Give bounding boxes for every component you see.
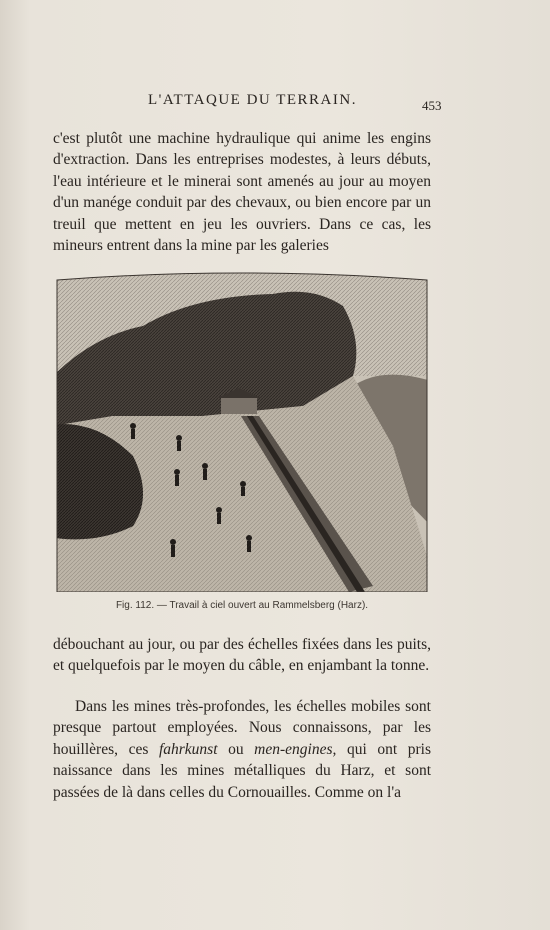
paragraph-3-part-b: ou — [217, 740, 255, 758]
term-fahrkunst: fahrkunst — [158, 740, 218, 758]
engraving-figure — [53, 266, 431, 592]
page-header — [52, 92, 442, 118]
page-number: 453 — [422, 98, 442, 113]
running-title: L'ATTAQUE DU TERRAIN. — [148, 92, 357, 108]
paragraph-3-text — [53, 696, 431, 803]
paragraph-3-part-c: qui ont pris naissance dans les mines métalliques du Harz, et sont passées de là dans celles du Cornouailles. Comme on l'a — [53, 740, 431, 801]
paragraph-continued — [53, 634, 431, 677]
engraving-illustration — [53, 266, 431, 592]
paragraph-2-text: débouchant au jour, ou par des échelles fixées dans les puits, et quelquefois par le moyen du câble, en enjambant la tonne. — [53, 636, 431, 675]
figure-caption: Fig. 112. — Travail à ciel ouvert au Rammelsberg (Harz). — [115, 600, 369, 611]
paragraph-top — [53, 128, 431, 256]
term-men-engines: men-engines, — [254, 740, 337, 758]
paragraph-3-part-a: Dans les mines très-profondes, les échelles mobiles sont presque partout employées. Nous connaissons, par les houillères, ces — [53, 698, 431, 758]
paragraph-1-text: c'est plutôt une machine hydraulique qui anime les engins d'extraction. Dans les entreprises modestes, à leurs débuts, l'eau intérieure et le minerai sont amenés au jour au moyen d'un manége conduit par des chevaux, ou bien encore par un treuil que mettent en jeu les ouvriers. Dans ce cas, les mineurs entrent dans la mine par les galeries — [53, 130, 431, 255]
paragraph-ladders — [53, 696, 431, 803]
